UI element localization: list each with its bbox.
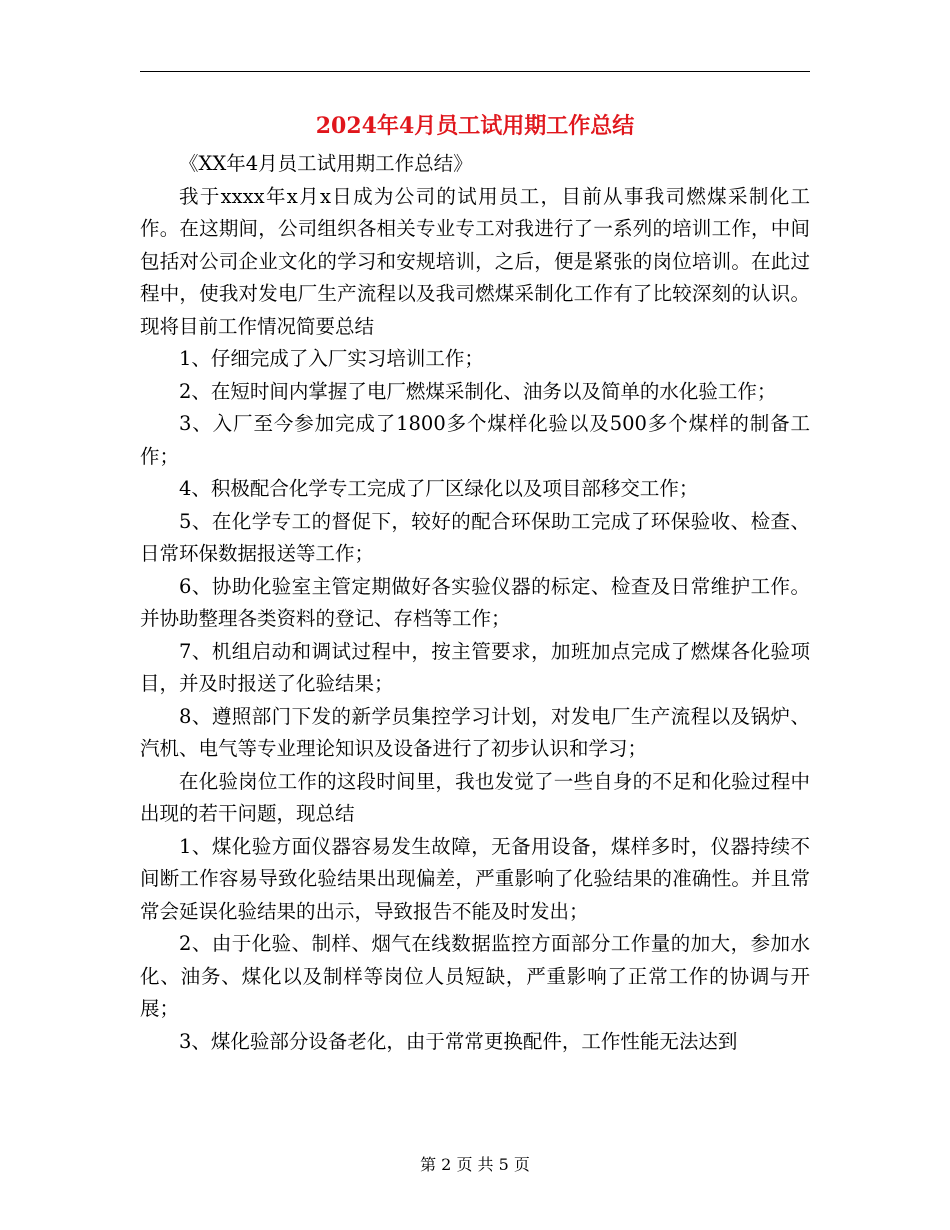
paragraph-item-1: 1、仔细完成了入厂实习培训工作； [179, 347, 484, 370]
paragraph-problems-intro: 在化验岗位工作的这段时间里，我也发觉了一些自身的不足和化验过程中出现的若干问题，现总结 [140, 769, 810, 825]
paragraph-subtitle: 《XX年4月员工试用期工作总结》 [179, 152, 473, 175]
paragraph-problem-2: 2、由于化验、制样、烟气在线数据监控方面部分工作量的加大，参加水化、油务、煤化以及制样等岗位人员短缺，严重影响了正常工作的协调与开展； [140, 932, 810, 1020]
paragraph-problem-1: 1、煤化验方面仪器容易发生故障，无备用设备，煤样多时，仪器持续不间断工作容易导致化验结果出现偏差，严重影响了化验结果的准确性。并且常常会延误化验结果的出示，导致报告不能及时发出； [140, 834, 810, 923]
paragraph-problem-3: 3、煤化验部分设备老化，由于常常更换配件，工作性能无法达到 [179, 1029, 738, 1053]
page-number-footer: 第 2 页 共 5 页 [420, 1155, 530, 1174]
paragraph-intro: 我于xxxx年x月x日成为公司的试用员工，目前从事我司燃煤采制化工作。在这期间，公司组织各相关专业专工对我进行了一系列的培训工作，中间包括对公司企业文化的学习和安规培训，之后，便是紧张的岗位培训。在此过程中，使我对发电厂生产流程以及我司燃煤采制化工作有了比较深刻的认识。现将目前工作情况简要总结 [140, 184, 810, 338]
paragraph-item-2: 2、在短时间内掌握了电厂燃煤采制化、油务以及简单的水化验工作； [179, 379, 777, 403]
header-rule [140, 71, 810, 72]
paragraph-item-3: 3、入厂至今参加完成了1800多个煤样化验以及500多个煤样的制备工作； [140, 412, 810, 468]
paragraph-item-4: 4、积极配合化学专工完成了厂区绿化以及项目部移交工作； [179, 477, 699, 500]
paragraph-item-6: 6、协助化验室主管定期做好各实验仪器的标定、检查及日常维护工作。并协助整理各类资料的登记、存档等工作； [140, 574, 810, 630]
document-title: 2024年4月员工试用期工作总结 [315, 113, 635, 139]
document-body [140, 148, 810, 1058]
paragraph-item-8: 8、遵照部门下发的新学员集控学习计划，对发电厂生产流程以及锅炉、汽机、电气等专业理论知识及设备进行了初步认识和学习； [140, 704, 810, 760]
paragraph-item-7: 7、机组启动和调试过程中，按主管要求，加班加点完成了燃煤各化验项目，并及时报送了化验结果； [140, 639, 810, 695]
paragraph-item-5: 5、在化学专工的督促下，较好的配合环保助工完成了环保验收、检查、日常环保数据报送等工作； [140, 509, 810, 565]
